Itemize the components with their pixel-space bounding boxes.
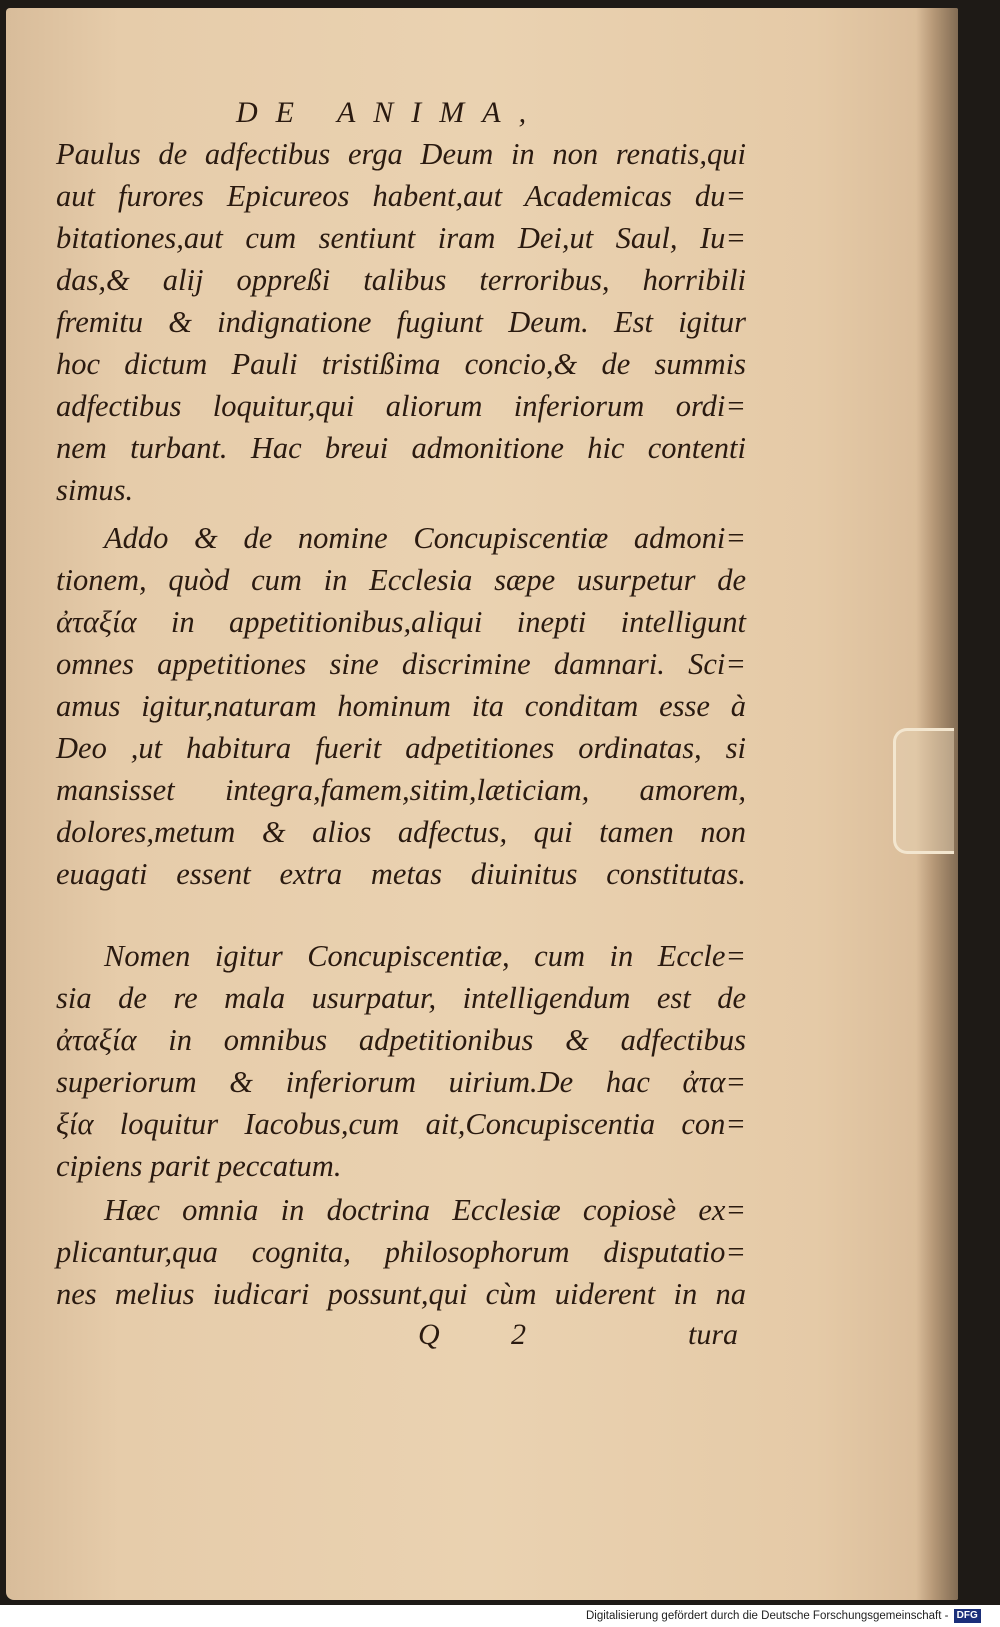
text-line: plicantur,qua cognita, philosophorum disputatio= [56, 1235, 746, 1269]
text-line: simus. [56, 473, 134, 507]
signature-mark: Q [418, 1318, 440, 1351]
text-line: ἀταξία in omnibus adpetitionibus & adfectibus [56, 1023, 746, 1057]
dfg-logo-icon: DFG [954, 1609, 981, 1623]
text-line: superiorum & inferiorum uirium.De hac ἀτα= [56, 1065, 746, 1099]
text-line: sia de re mala usurpatur, intelligendum est de [56, 981, 746, 1015]
running-head: DE ANIMA, [236, 96, 545, 129]
catchword: tura [688, 1318, 739, 1351]
paper-tab [893, 728, 954, 854]
text-line: Nomen igitur Concupiscentiæ, cum in Eccle= [104, 939, 746, 973]
text-line: fremitu & indignatione fugiunt Deum. Est igitur [56, 305, 746, 339]
page-footer [6, 1318, 958, 1362]
text-line: aut furores Epicureos habent,aut Academicas du= [56, 179, 746, 213]
text-line: cipiens parit peccatum. [56, 1149, 342, 1183]
text-line: Deo ,ut habitura fuerit adpetitiones ordinatas, si [56, 731, 746, 765]
text-line: adfectibus loquitur,qui aliorum inferiorum ordi= [56, 389, 746, 423]
text-line: Hæc omnia in doctrina Ecclesiæ copiosè ex= [104, 1193, 746, 1227]
text-line: ξία loquitur Iacobus,cum ait,Concupiscentia con= [56, 1107, 746, 1141]
text-line: Paulus de adfectibus erga Deum in non renatis,qui [56, 137, 746, 171]
text-line: nes melius iudicari possunt,qui cùm uiderent in na [56, 1277, 746, 1311]
text-line: mansisset integra,famem,sitim,læticiam, amorem, [56, 773, 746, 807]
text-line: das,& alij oppreßi talibus terroribus, horribili [56, 263, 746, 297]
text-line: omnes appetitiones sine discrimine damnari. Sci= [56, 647, 746, 681]
text-line: tionem, quòd cum in Ecclesia sæpe usurpetur de [56, 563, 746, 597]
credit-text: Digitalisierung gefördert durch die Deutsche Forschungsgemeinschaft - [586, 1610, 949, 1622]
digitization-credit [586, 1607, 981, 1625]
text-line: Addo & de nomine Concupiscentiæ admoni= [104, 521, 746, 555]
text-line: amus igitur,naturam hominum ita conditam esse à [56, 689, 746, 723]
text-line: ἀταξία in appetitionibus,aliqui inepti intelligunt [56, 605, 746, 639]
text-line: nem turbant. Hac breui admonitione hic contenti [56, 431, 746, 465]
text-line: hoc dictum Pauli tristißima concio,& de summis [56, 347, 746, 381]
text-line: dolores,metum & alios adfectus, qui tamen non [56, 815, 746, 849]
text-line: bitationes,aut cum sentiunt iram Dei,ut Saul, Iu= [56, 221, 746, 255]
text-line: euagati essent extra metas diuinitus constitutas. [56, 857, 746, 891]
signature-number: 2 [511, 1318, 526, 1351]
book-page [6, 8, 958, 1600]
